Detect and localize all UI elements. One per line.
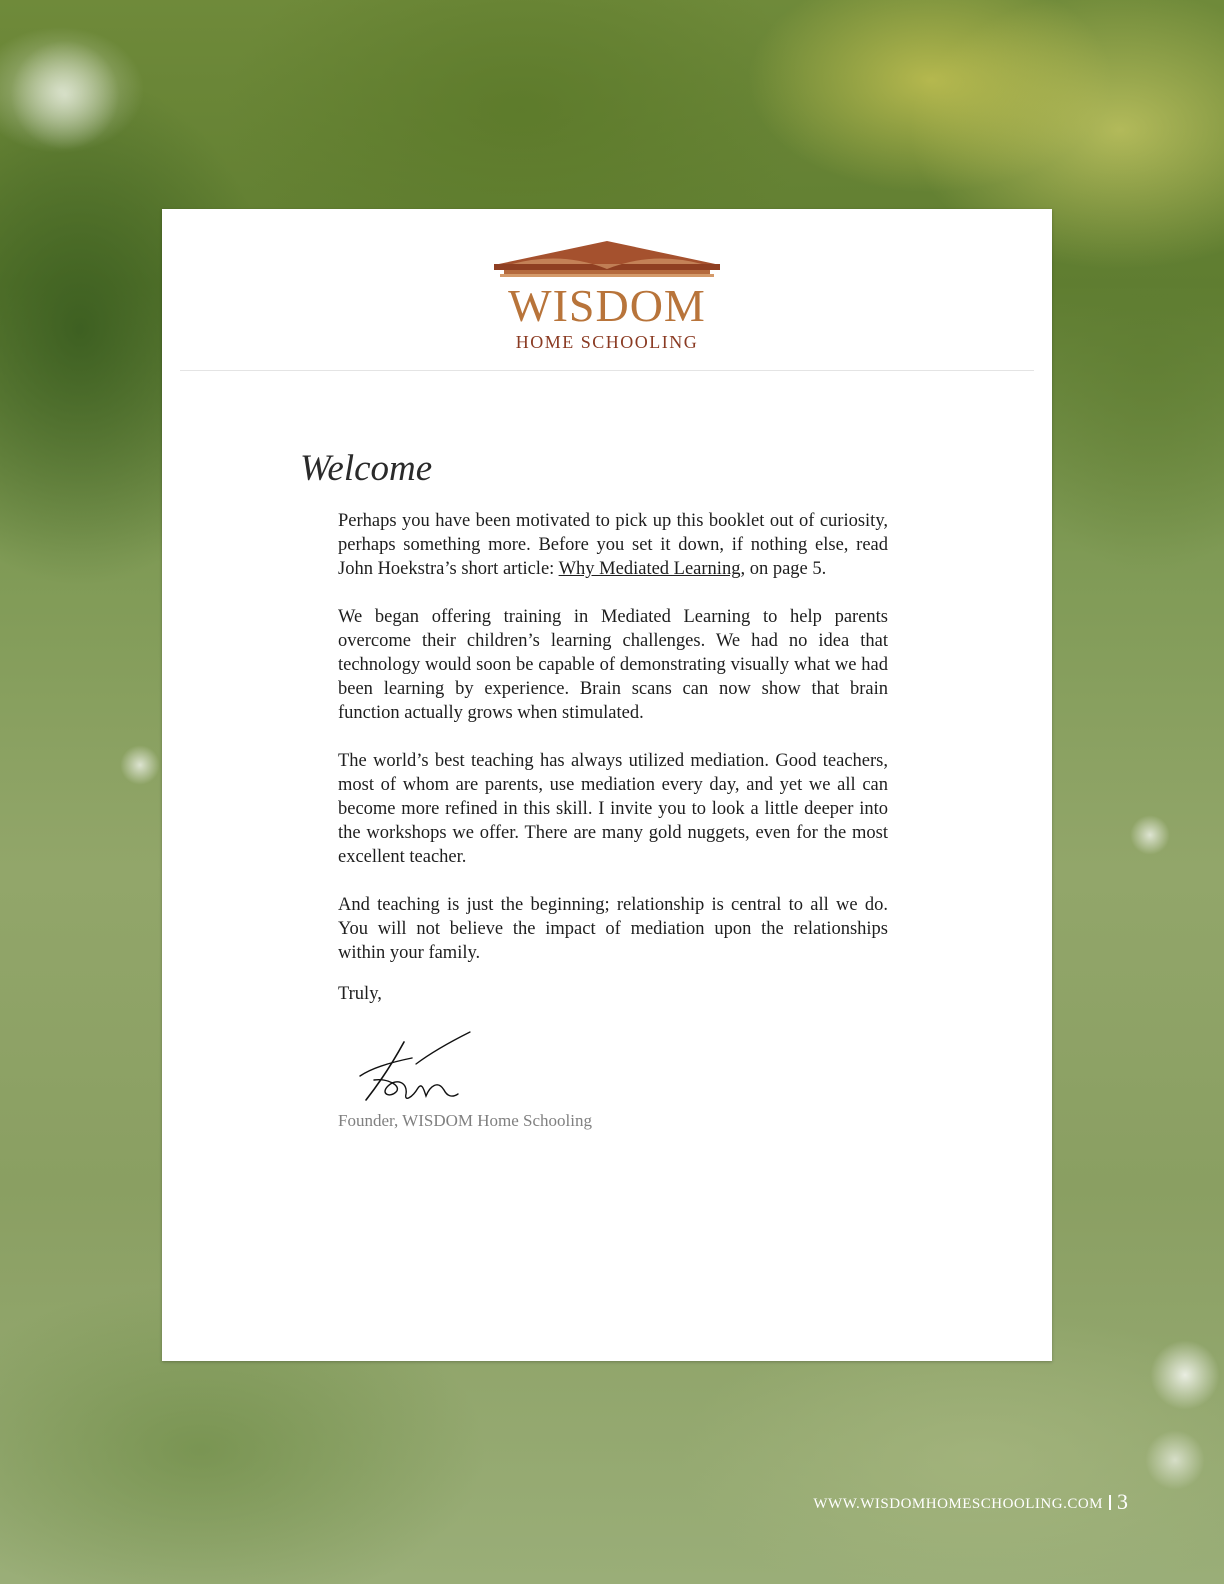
logo-wordmark: WISDOM xyxy=(508,280,706,331)
bokeh-highlight xyxy=(120,745,160,785)
bokeh-highlight xyxy=(1150,1340,1220,1410)
paragraph-3: The world’s best teaching has always utilized mediation. Good teachers, most of whom are parents, use mediation every day, and yet we all can become more refined in this skill. I invite you to look a little deeper into the workshops we offer. There are many gold nuggets, even for the most excellent teacher. xyxy=(338,751,888,867)
logo-subtitle: HOME SCHOOLING xyxy=(515,332,699,352)
signer-title: Founder, WISDOM Home Schooling xyxy=(338,1111,592,1130)
bokeh-highlight xyxy=(1130,815,1170,855)
paragraph-1 xyxy=(338,509,888,581)
letter-card xyxy=(162,209,1052,1361)
letter-body xyxy=(338,509,888,989)
paragraph-1-tail: , on page 5. xyxy=(740,559,827,579)
bokeh-highlight xyxy=(10,40,120,150)
header-divider xyxy=(180,370,1034,371)
footer-separator xyxy=(1109,1495,1111,1510)
paragraph-1-text: Perhaps you have been motivated to pick up this booklet out of curiosity, perhaps something more. Before you set it down, if nothing else, read John Hoekstra’s short article: xyxy=(338,511,888,579)
bokeh-highlight xyxy=(1145,1430,1205,1490)
footer-url[interactable]: WWW.WISDOMHOMESCHOOLING.COM xyxy=(813,1496,1103,1512)
signature-image xyxy=(352,1024,472,1109)
paragraph-4: And teaching is just the beginning; relationship is central to all we do. You will not believe the impact of mediation upon the relationships within your family. xyxy=(338,895,888,963)
page-number: 3 xyxy=(1117,1489,1128,1514)
article-link[interactable]: Why Mediated Learning xyxy=(558,559,741,579)
roof-logo-icon xyxy=(492,239,722,284)
wisdom-logo xyxy=(492,239,722,354)
page-heading: Welcome xyxy=(300,448,433,489)
closing-salutation: Truly, xyxy=(338,984,382,1004)
footer-url-line xyxy=(813,1492,1119,1516)
paragraph-2: We began offering training in Mediated Learning to help parents overcome their children’s learning challenges. We had no idea that technology would soon be capable of demonstrating visually what we had been learning by experience. Brain scans can now show that brain function actually grows when stimulated. xyxy=(338,607,888,723)
